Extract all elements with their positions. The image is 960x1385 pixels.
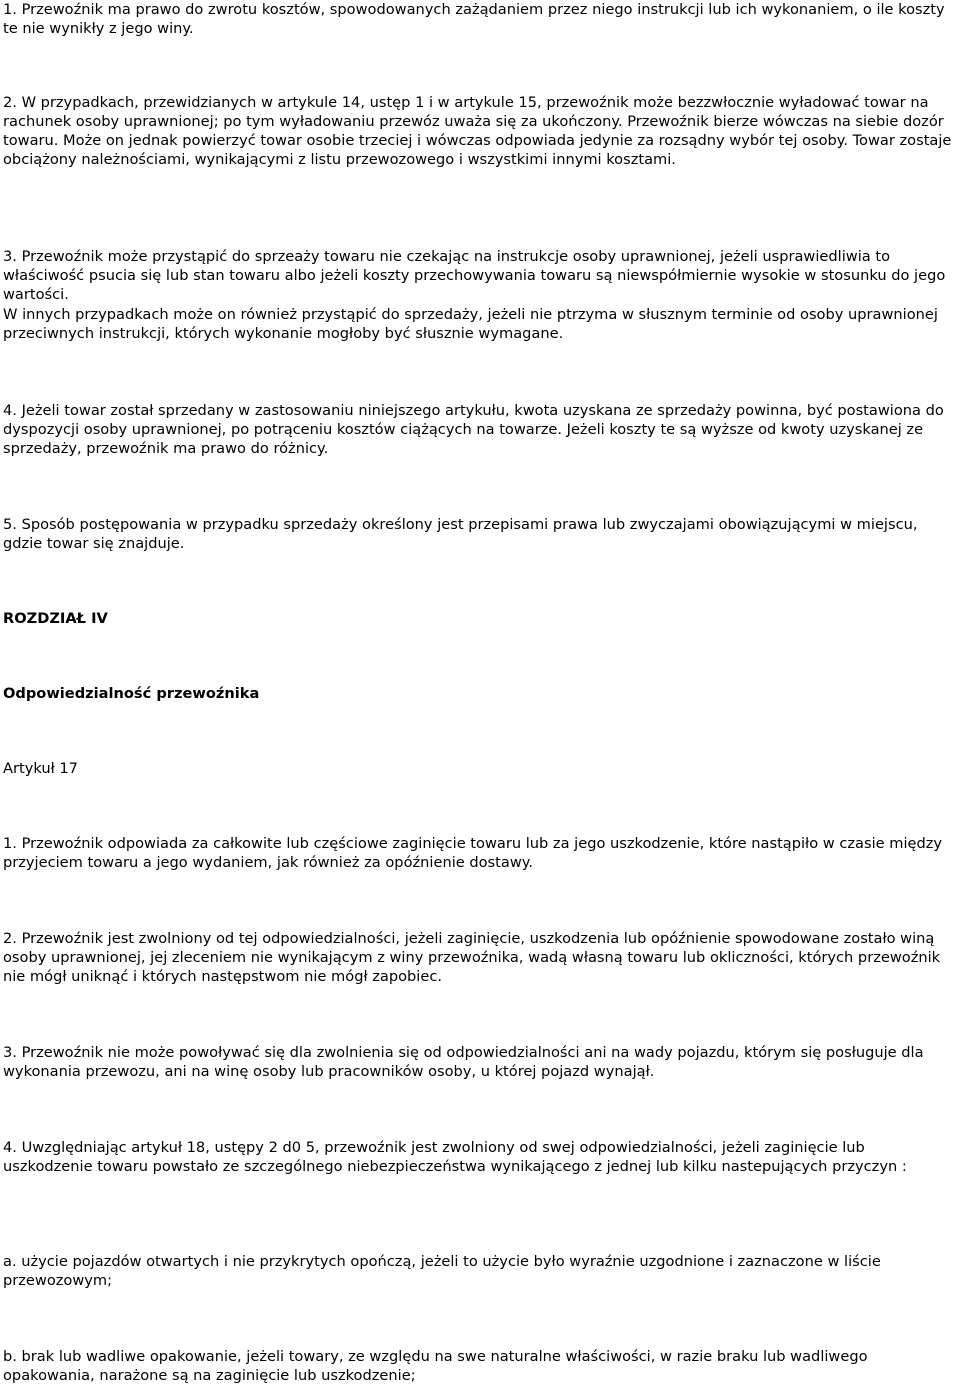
- paragraph-3-continued: W innych przypadkach może on również przystąpić do sprzedaży, jeżeli nie ptrzyma w słusznym terminie od osoby uprawnionej przeciwnych instrukcji, których wykonanie mogłoby być słusznie wymagane.: [3, 306, 938, 342]
- chapter-heading: ROZDZIAŁ IV: [3, 610, 108, 627]
- article-paragraph-4: 4. Uwzględniając artykuł 18, ustępy 2 d0 5, przewoźnik jest zwolniony od swej odpowiedzialności, jeżeli zaginięcie lub uszkodzenie towaru powstało ze szczególnego niebezpieczeństwa wynikającego z jednej lub kilku nastepujących przyczyn :: [3, 1139, 907, 1175]
- paragraph-1: 1. Przewoźnik ma prawo do zwrotu kosztów, spowodowanych zażądaniem przez niego instrukcji lub ich wykonaniem, o ile koszty te nie wynikły z jego winy.: [3, 1, 945, 37]
- article-paragraph-4a: a. użycie pojazdów otwartych i nie przykrytych opończą, jeżeli to użycie było wyraźnie uzgodnione i zaznaczone w liście przewozowym;: [3, 1253, 881, 1289]
- chapter-title: Odpowiedzialność przewoźnika: [3, 685, 260, 702]
- article-paragraph-1: 1. Przewoźnik odpowiada za całkowite lub częściowe zaginięcie towaru lub za jego uszkodzenie, które nastąpiło w czasie między przyjeciem towaru a jego wydaniem, jak również za opóźnienie dostawy.: [3, 835, 943, 871]
- paragraph-5: 5. Sposób postępowania w przypadku sprzedaży określony jest przepisami prawa lub zwyczajami obowiązującymi w miejscu, gdzie towar się znajduje.: [3, 516, 918, 552]
- paragraph-4: 4. Jeżeli towar został sprzedany w zastosowaniu niniejszego artykułu, kwota uzyskana ze sprzedaży powinna, być postawiona do dyspozycji osoby uprawnionej, po potrąceniu kosztów ciążących na towarze. Jeżeli koszty te są wyższe od kwoty uzyskanej ze sprzedaży, przewoźnik ma prawo do różnicy.: [3, 402, 944, 457]
- paragraph-2: 2. W przypadkach, przewidzianych w artykule 14, ustęp 1 i w artykule 15, przewoźnik może bezzwłocznie wyładować towar na rachunek osoby uprawnionej; po tym wyładowaniu przewóz uważa się za ukończony. Przewoźnik bierze wówczas na siebie dozór towaru. Może on jednak powierzyć towar osobie trzeciej i wówczas odpowiada jedynie za rozsądny wybór tej osoby. Towar zostaje obciążony należnościami, wynikającymi z listu przewozowego i wszystkimi innymi kosztami.: [3, 94, 952, 168]
- article-paragraph-2: 2. Przewoźnik jest zwolniony od tej odpowiedzialności, jeżeli zaginięcie, uszkodzenia lub opóźnienie spowodowane zostało winą osoby uprawnionej, jej zleceniem nie wynikającym z winy przewoźnika, wadą własną towaru lub okliczności, których przewoźnik nie mógł uniknąć i których następstwom nie mógł zapobiec.: [3, 930, 941, 985]
- article-heading: Artykuł 17: [3, 760, 78, 777]
- article-paragraph-4b: b. brak lub wadliwe opakowanie, jeżeli towary, ze względu na swe naturalne właściwości, w razie braku lub wadliwego opakowania, narażone są na zaginięcie lub uszkodzenie;: [3, 1348, 868, 1384]
- paragraph-3: 3. Przewoźnik może przystąpić do sprzeaży towaru nie czekając na instrukcje osoby uprawnionej, jeżeli usprawiedliwia to właściwość psucia się lub stan towaru albo jeżeli koszty przechowywania towaru są niewspółmiernie wysokie w stosunku do jego wartości.: [3, 248, 946, 303]
- article-paragraph-3: 3. Przewoźnik nie może powoływać się dla zwolnienia się od odpowiedzialności ani na wady pojazdu, którym się posługuje dla wykonania przewozu, ani na winę osoby lub pracowników osoby, u której pojazd wynajął.: [3, 1044, 924, 1080]
